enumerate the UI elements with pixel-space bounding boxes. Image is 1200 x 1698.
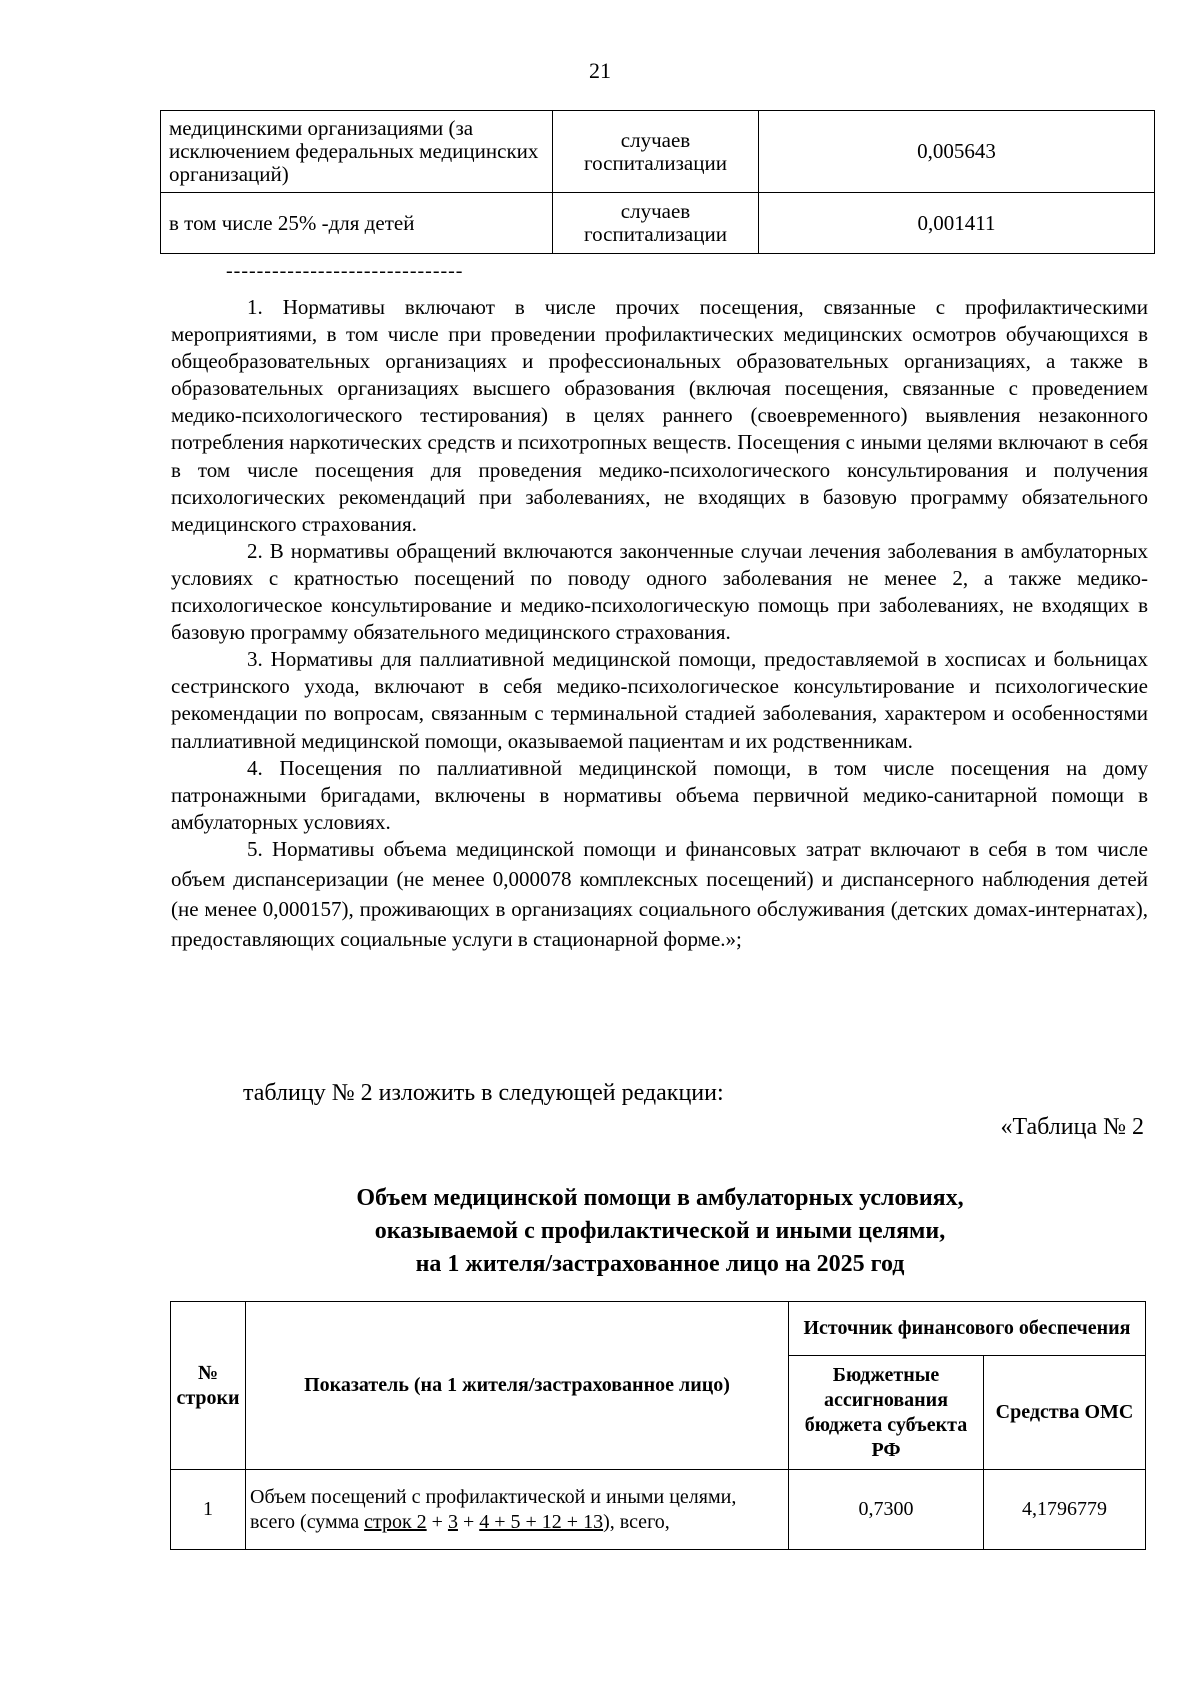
caption-line: на 1 жителя/застрахованное лицо на 2025 год bbox=[415, 1251, 905, 1277]
table-row bbox=[161, 193, 1155, 254]
indicator-header: Показатель (на 1 жителя/застрахованное лицо) bbox=[246, 1302, 789, 1470]
funding-source-header: Источник финансового обеспечения bbox=[789, 1302, 1146, 1356]
table-label: «Таблица № 2 bbox=[1000, 1114, 1144, 1140]
indicator-text: Объем посещений с профилактической и иными целями, всего (сумма bbox=[250, 1485, 737, 1533]
row-number-cell: 1 bbox=[171, 1470, 246, 1550]
row-reference-link[interactable]: 3 bbox=[447, 1510, 458, 1533]
table-caption bbox=[0, 1182, 1200, 1281]
table-row bbox=[161, 111, 1155, 193]
budget-header: Бюджетные ассигнования бюджета субъекта РФ bbox=[789, 1356, 984, 1470]
footnote-2: 2. В нормативы обращений включаются законченные случаи лечения заболевания в амбулаторных условиях с кратностью посещений по поводу одного заболевания не менее 2, а также медико-психологическое консультирование и медико-психологическую помощь при заболеваниях, не входящих в базовую программу обязательного медицинского страхования. bbox=[171, 538, 1148, 645]
row-reference-link[interactable]: строк 2 bbox=[364, 1510, 427, 1533]
caption-line: оказываемой с профилактической и иными целями, bbox=[374, 1218, 946, 1244]
oms-header: Средства ОМС bbox=[984, 1356, 1146, 1470]
volume-table bbox=[170, 1301, 1146, 1550]
footnote-separator: ------------------------------- bbox=[226, 260, 464, 282]
value-cell: 0,005643 bbox=[759, 111, 1155, 193]
footnote-3: 3. Нормативы для паллиативной медицинской помощи, предоставляемой в хосписах и больницах сестринского ухода, включают в себя медико-психологическое консультирование и психологические рекомендации по вопросам, связанным с терминальной стадией заболевания, характером и особенностями паллиативной медицинской помощи, оказываемой пациентам и их родственникам. bbox=[171, 647, 1148, 753]
oms-value-cell: 4,1796779 bbox=[984, 1470, 1146, 1550]
amendment-statement: таблицу № 2 изложить в следующей редакции: bbox=[243, 1080, 724, 1106]
unit-cell: случаев госпитализации bbox=[553, 193, 759, 254]
row-reference-link[interactable]: 4 + 5 + 12 + 13 bbox=[479, 1510, 604, 1533]
unit-cell: случаев госпитализации bbox=[553, 111, 759, 193]
footnote-1: 1. Нормативы включают в числе прочих посещения, связанные с профилактическими мероприятиями, в том числе при проведении профилактических медицинских осмотров обучающихся в общеобразовательных организациях и профессиональных образовательных организациях, а также в образовательных организациях высшего образования (включая посещения, связанные с проведением медико-психологического тестирования) в целях раннего (своевременного) выявления незаконного потребления наркотических средств и психотропных веществ. Посещения с иными целями включают в себя в том числе посещения для проведения медико-психологического консультирования и получения психологических рекомендаций при заболеваниях, не входящих в базовую программу обязательного медицинского страхования. bbox=[171, 295, 1148, 536]
page-number: 21 bbox=[589, 58, 611, 83]
plus-sign: + bbox=[426, 1510, 448, 1533]
top-table bbox=[160, 110, 1155, 254]
indicator-cell bbox=[246, 1470, 789, 1550]
caption-line: Объем медицинской помощи в амбулаторных условиях, bbox=[356, 1185, 964, 1211]
indicator-cell: медицинскими организациями (за исключением федеральных медицинских организаций) bbox=[161, 111, 553, 193]
table-row bbox=[171, 1470, 1146, 1550]
budget-value-cell: 0,7300 bbox=[789, 1470, 984, 1550]
plus-sign: + bbox=[457, 1510, 480, 1533]
footnote-5: 5. Нормативы объема медицинской помощи и финансовых затрат включают в себя в том числе объем диспансеризации (не менее 0,000078 комплексных посещений) и диспансерного наблюдения детей (не менее 0,000157), проживающих в организациях социального обслуживания (детских домах-интернатах), предоставляющих социальные услуги в стационарной форме.»; bbox=[171, 836, 1148, 951]
header-row bbox=[171, 1302, 1146, 1356]
indicator-text: ), всего, bbox=[603, 1510, 670, 1533]
footnote-4: 4. Посещения по паллиативной медицинской помощи, в том числе посещения на дому патронажными бригадами, включены в нормативы объема первичной медико-санитарной помощи в амбулаторных условиях. bbox=[171, 755, 1148, 834]
footnotes bbox=[171, 294, 1148, 954]
indicator-cell: в том числе 25% -для детей bbox=[161, 193, 553, 254]
value-cell: 0,001411 bbox=[759, 193, 1155, 254]
row-number-header: № строки bbox=[171, 1302, 246, 1470]
